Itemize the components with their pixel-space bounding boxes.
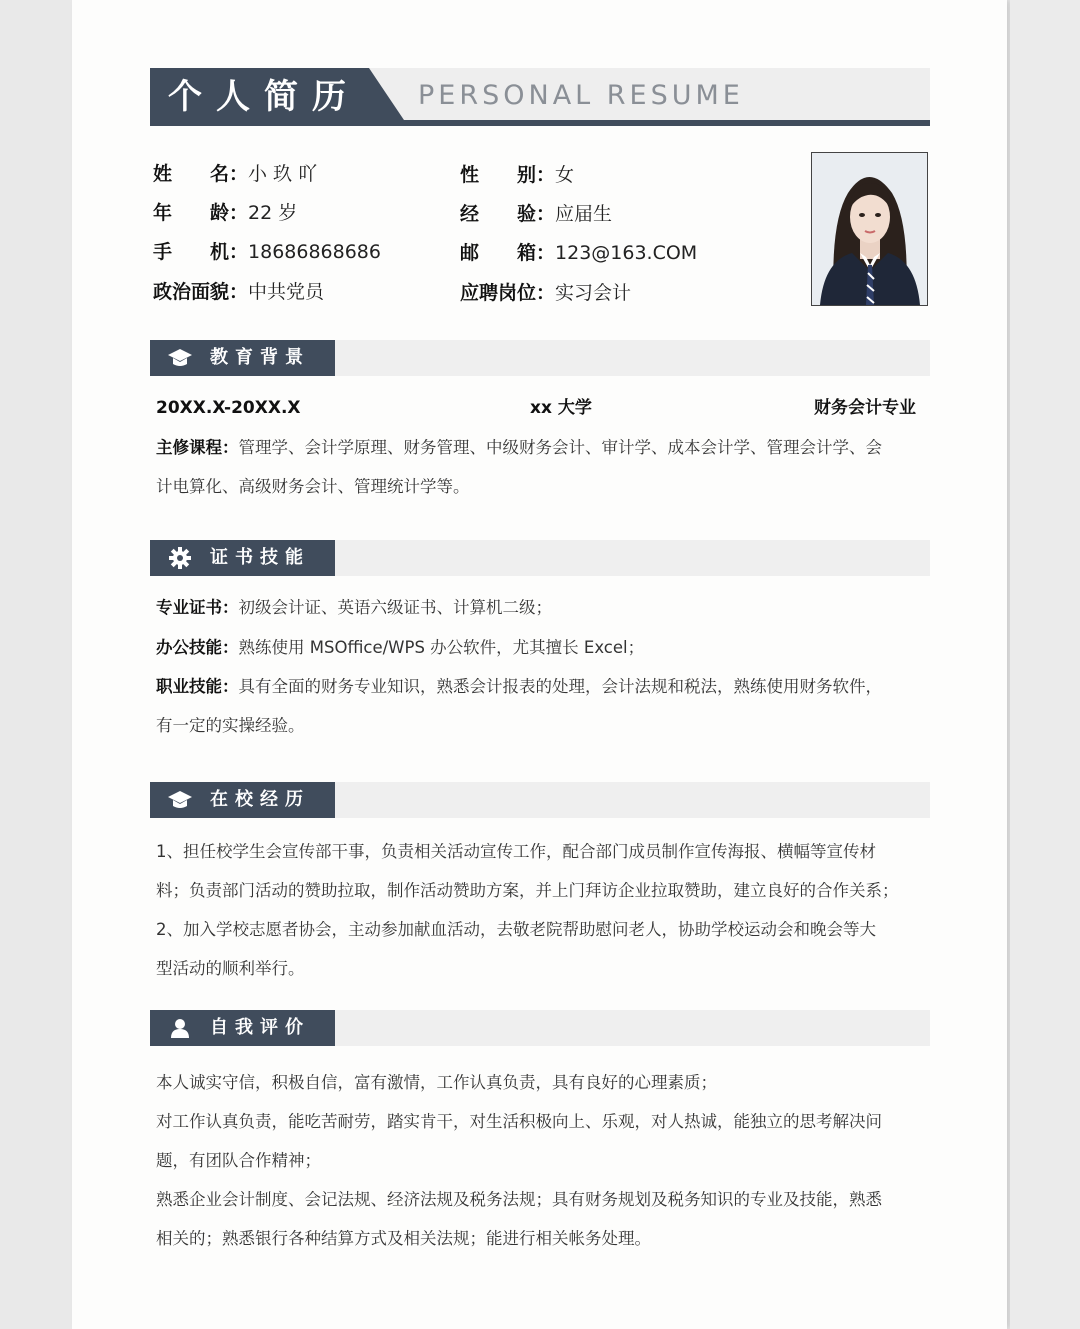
self-eval-line-5: 相关的；熟悉银行各种结算方式及相关法规；能进行相关帐务处理。 <box>156 1229 651 1248</box>
self-eval-line-2: 对工作认真负责，能吃苦耐劳，踏实肯干，对生活积极向上、乐观，对人热诚，能独立的思考解决问 <box>156 1112 882 1131</box>
pro-line-1 <box>156 673 916 701</box>
campus-line-3: 2、加入学校志愿者协会，主动参加献血活动，去敬老院帮助慰问老人，协助学校运动会和晚会等大 <box>156 920 876 939</box>
courses-label: 主修课程： <box>156 438 239 457</box>
pro-label: 职业技能： <box>156 677 239 696</box>
email-row <box>460 238 697 268</box>
pro-value-1: 具有全面的财务专业知识，熟悉会计报表的处理，会计法规和税法，熟练使用财务软件， <box>238 677 882 696</box>
education-section-title: 教育背景 <box>210 347 310 368</box>
education-period: 20XX.X-20XX.X <box>156 398 301 418</box>
self-eval-line-4: 熟悉企业会计制度、会记法规、经济法规及税务法规；具有财务规划及税务知识的专业及技能，熟悉 <box>156 1190 882 1209</box>
age-value: 22 岁 <box>248 202 298 224</box>
graduation-cap-icon <box>166 340 194 376</box>
politics-row <box>153 277 324 307</box>
office-line <box>156 634 916 662</box>
phone-label: 手 机： <box>153 241 249 263</box>
education-school: xx 大学 <box>530 398 592 418</box>
cert-line <box>156 594 916 622</box>
skills-section-title: 证书技能 <box>210 547 310 568</box>
self-eval-line-3: 题，有团队合作精神； <box>156 1151 321 1170</box>
experience-row <box>460 199 612 229</box>
name-row <box>153 159 317 189</box>
phone-value: 18686868686 <box>248 241 381 263</box>
profile-photo <box>811 152 928 306</box>
politics-label: 政治面貌： <box>153 281 249 303</box>
background-edge <box>1010 0 1080 1329</box>
cert-value: 初级会计证、英语六级证书、计算机二级； <box>238 598 552 617</box>
campus-section-title: 在校经历 <box>210 789 310 810</box>
pro-line-2: 有一定的实操经验。 <box>156 716 305 735</box>
email-label: 邮 箱： <box>460 242 556 264</box>
courses-line-2: 计电算化、高级财务会计、管理统计学等。 <box>156 477 470 496</box>
page-title: 个人简历 <box>168 77 360 117</box>
age-label: 年 龄： <box>153 202 249 224</box>
self-eval-section-title: 自我评价 <box>210 1017 310 1038</box>
education-major: 财务会计专业 <box>814 398 916 418</box>
position-label: 应聘岗位： <box>460 282 556 304</box>
page-subtitle: PERSONAL RESUME <box>418 80 744 111</box>
campus-line-2: 料；负责部门活动的赞助拉取，制作活动赞助方案，并上门拜访企业拉取赞助，建立良好的合作关系； <box>156 881 899 900</box>
gender-row <box>460 160 574 190</box>
office-label: 办公技能： <box>156 638 239 657</box>
courses-line-1 <box>156 434 916 462</box>
name-label: 姓 名： <box>153 163 249 185</box>
gear-icon <box>166 540 194 576</box>
email-value: 123@163.COM <box>555 242 698 264</box>
user-icon <box>166 1010 194 1046</box>
education-row <box>156 394 916 422</box>
cert-label: 专业证书： <box>156 598 239 617</box>
graduation-cap-icon <box>166 782 194 818</box>
campus-line-4: 型活动的顺利举行。 <box>156 959 305 978</box>
gender-value: 女 <box>555 164 575 186</box>
position-value: 实习会计 <box>555 282 632 304</box>
portrait-image <box>812 153 927 305</box>
position-row <box>460 278 631 308</box>
experience-value: 应届生 <box>555 203 613 225</box>
self-eval-line-1: 本人诚实守信，积极自信，富有激情，工作认真负责，具有良好的心理素质； <box>156 1073 717 1092</box>
age-row <box>153 198 297 228</box>
courses-text-1: 管理学、会计学原理、财务管理、中级财务会计、审计学、成本会计学、管理会计学、会 <box>238 438 882 457</box>
politics-value: 中共党员 <box>248 281 325 303</box>
office-value: 熟练使用 MSOffice/WPS 办公软件，尤其擅长 Excel； <box>238 638 645 657</box>
experience-label: 经 验： <box>460 203 556 225</box>
campus-line-1: 1、担任校学生会宣传部干事，负责相关活动宣传工作，配合部门成员制作宣传海报、横幅等宣传材 <box>156 842 876 861</box>
phone-row <box>153 237 381 267</box>
name-value: 小 玖 吖 <box>248 163 318 185</box>
gender-label: 性 别： <box>460 164 556 186</box>
